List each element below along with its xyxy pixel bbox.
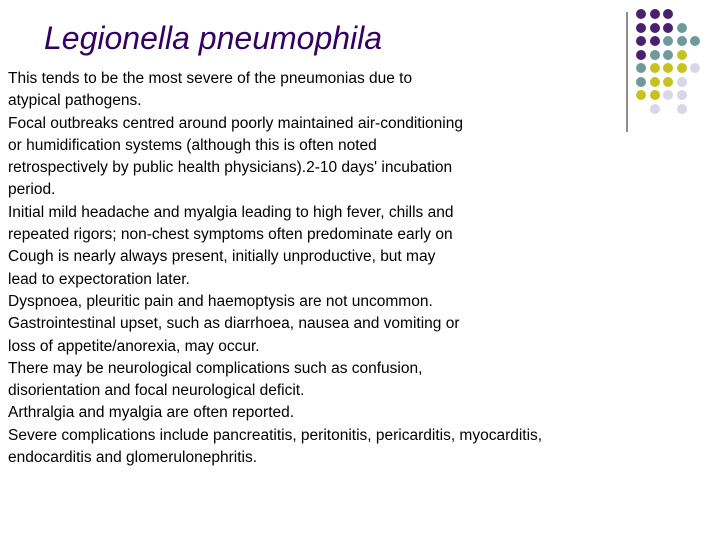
decorative-dot [663, 50, 673, 60]
decorative-dot [650, 9, 660, 19]
body-line: lead to expectoration later. [8, 270, 190, 288]
body-line: period. [8, 181, 56, 199]
body-line: endocarditis and glomerulonephritis. [8, 449, 258, 467]
decorative-dot [636, 23, 646, 33]
decorative-dot [663, 9, 673, 19]
decorative-dot [663, 23, 673, 33]
decorative-dot [690, 36, 700, 46]
decorative-dot [677, 23, 687, 33]
body-line: disorientation and focal neurological deficit. [8, 382, 305, 400]
body-line: Initial mild headache and myalgia leading to high fever, chills and [8, 203, 454, 221]
decorative-dot [650, 50, 660, 60]
body-line: or humidification systems (although this is often noted [8, 136, 377, 154]
decorative-dot [663, 36, 673, 46]
body-line: Dyspnoea, pleuritic pain and haemoptysis are not uncommon. [8, 292, 433, 310]
body-line: Arthralgia and myalgia are often reported. [8, 404, 295, 422]
decorative-dot [636, 36, 646, 46]
body-line: Severe complications include pancreatitis, peritonitis, pericarditis, myocarditis, [8, 426, 543, 444]
decorative-dot [650, 23, 660, 33]
slide-body-text [8, 68, 698, 469]
body-line: loss of appetite/anorexia, may occur. [8, 337, 260, 355]
body-line: Gastrointestinal upset, such as diarrhoea, nausea and vomiting or [8, 315, 460, 333]
body-line: Cough is nearly always present, initially unproductive, but may [8, 248, 436, 266]
decorative-dot [636, 9, 646, 19]
decorative-dot [677, 36, 687, 46]
body-line: atypical pathogens. [8, 92, 142, 110]
decorative-dot [636, 50, 646, 60]
body-line: retrospectively by public health physicians).2-10 days' incubation [8, 159, 453, 177]
slide-title: Legionella pneumophila [44, 20, 383, 56]
body-line: Focal outbreaks centred around poorly maintained air-conditioning [8, 114, 463, 132]
decorative-dot [677, 50, 687, 60]
body-line: repeated rigors; non-chest symptoms often predominate early on [8, 226, 453, 244]
body-line: This tends to be the most severe of the pneumonias due to [8, 70, 413, 87]
decorative-dot [650, 36, 660, 46]
body-line: There may be neurological complications such as confusion, [8, 359, 423, 377]
